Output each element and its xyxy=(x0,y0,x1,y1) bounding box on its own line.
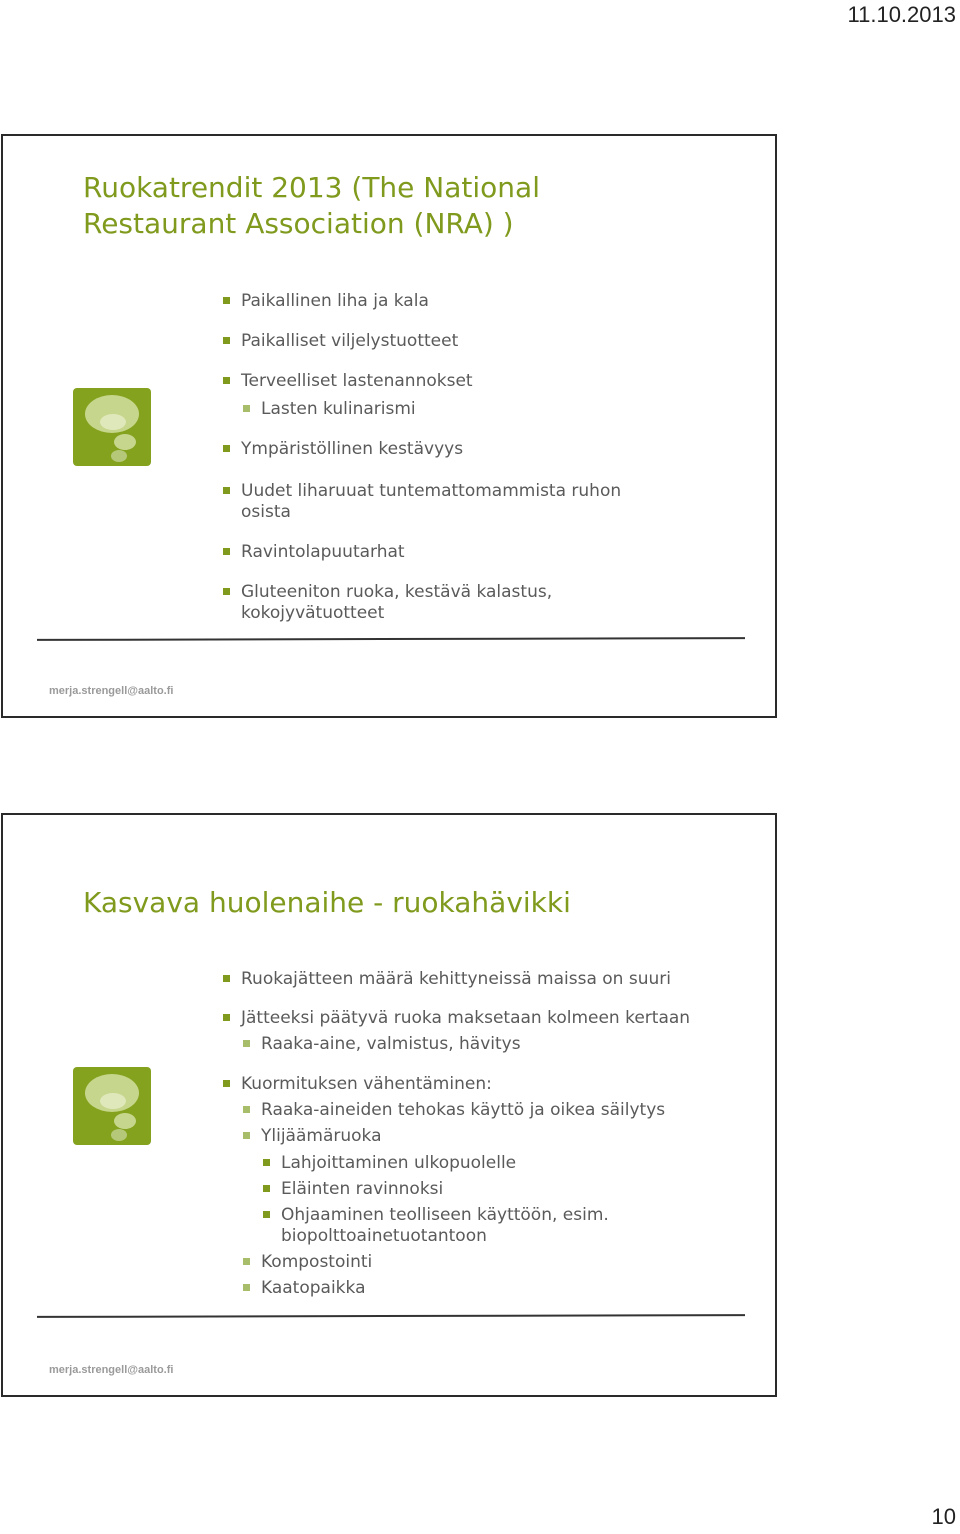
slide-1 xyxy=(1,134,777,718)
page-number: 10 xyxy=(931,1504,956,1529)
bullet-marker xyxy=(223,337,230,344)
footer-divider xyxy=(37,637,745,641)
bullet-marker xyxy=(223,1080,230,1087)
bullet-marker xyxy=(223,445,230,452)
bullet-marker xyxy=(263,1211,270,1218)
slide-title: Ruokatrendit 2013 (The National Restaurant Association (NRA) ) xyxy=(83,171,540,240)
bullet-marker xyxy=(263,1185,270,1192)
bullet-marker xyxy=(223,377,230,384)
slide-2 xyxy=(1,813,777,1397)
bullet-marker xyxy=(223,975,230,982)
bullet-text: Paikallinen liha ja kala xyxy=(241,291,429,311)
bullet-text: Ravintolapuutarhat xyxy=(241,542,405,562)
page-date: 11.10.2013 xyxy=(847,2,956,27)
bullet-text: Raaka-aineiden tehokas käyttö ja oikea säilytys xyxy=(261,1100,666,1120)
bullet-text: Ruokajätteen määrä kehittyneissä maissa on suuri xyxy=(241,969,671,989)
bullet-text: Ylijäämäruoka xyxy=(261,1126,382,1146)
footer-divider xyxy=(37,1314,745,1318)
bullet-marker xyxy=(243,1132,250,1139)
bullet-text: Paikalliset viljelystuotteet xyxy=(241,331,459,351)
bullet-text: Terveelliset lastenannokset xyxy=(241,371,473,391)
thought-bubble-icon xyxy=(73,388,151,466)
bullet-text: Lasten kulinarismi xyxy=(261,399,416,419)
bullet-marker xyxy=(243,1106,250,1113)
bullet-marker xyxy=(243,1040,250,1047)
bullet-text: Uudet liharuuat tuntemattomammista ruhon osista xyxy=(241,481,622,522)
bullet-marker xyxy=(243,1284,250,1291)
bullet-text: Raaka-aine, valmistus, hävitys xyxy=(261,1034,521,1054)
bullet-marker xyxy=(223,1014,230,1021)
slide-title: Kasvava huolenaihe - ruokahävikki xyxy=(83,886,571,919)
bullet-text: Lahjoittaminen ulkopuolelle xyxy=(281,1153,517,1173)
bullet-marker xyxy=(223,297,230,304)
bullet-text: Kuormituksen vähentäminen: xyxy=(241,1074,492,1094)
bullet-marker xyxy=(263,1159,270,1166)
bullet-marker xyxy=(243,1258,250,1265)
bullet-text: Kompostointi xyxy=(261,1252,373,1272)
footer-email: merja.strengell@aalto.fi xyxy=(49,685,174,697)
bullet-marker xyxy=(223,548,230,555)
thought-bubble-icon xyxy=(73,1067,151,1145)
bullet-text: Gluteeniton ruoka, kestävä kalastus, kokojyvätuotteet xyxy=(241,582,553,623)
bullet-text: Eläinten ravinnoksi xyxy=(281,1179,444,1199)
bullet-text: Jätteeksi päätyvä ruoka maksetaan kolmeen kertaan xyxy=(241,1008,691,1028)
bullet-text: Ohjaaminen teolliseen käyttöön, esim. biopolttoainetuotantoon xyxy=(281,1205,609,1246)
bullet-marker xyxy=(223,487,230,494)
bullet-text: Kaatopaikka xyxy=(261,1278,366,1298)
bullet-text: Ympäristöllinen kestävyys xyxy=(241,439,464,459)
bullet-marker xyxy=(223,588,230,595)
bullet-marker xyxy=(243,405,250,412)
footer-email: merja.strengell@aalto.fi xyxy=(49,1364,174,1376)
